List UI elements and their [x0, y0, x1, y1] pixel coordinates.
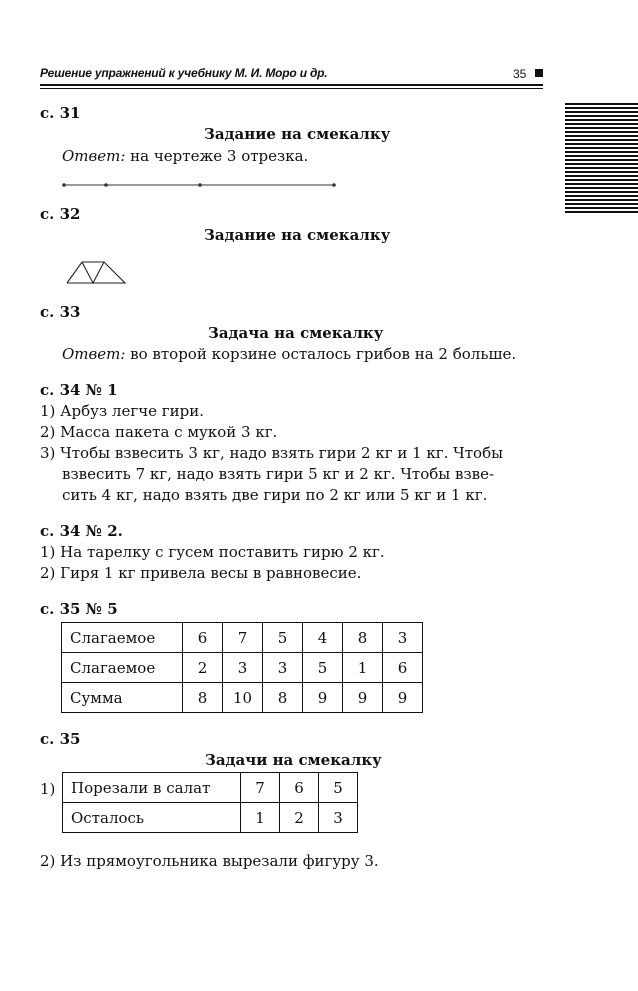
running-header-title: Решение упражнений к учебнику М. И. Моро и др. — [40, 66, 328, 80]
inner-triangle — [82, 262, 104, 283]
table-cell: 1 — [343, 653, 383, 683]
s34-1-line: 2) Масса пакета с мукой 3 кг. — [40, 423, 278, 441]
s34-2-line: 1) На тарелку с гусем поставить гирю 2 кг. — [40, 543, 385, 561]
s34-2-line: 2) Гиря 1 кг привела весы в равновесие. — [40, 564, 362, 582]
s35-item-1-number: 1) — [40, 780, 56, 798]
header-rule-thin — [40, 88, 543, 89]
table-cell: 3 — [383, 623, 423, 653]
s33-title: Задача на смекалку — [208, 324, 384, 342]
s34-1-line: 1) Арбуз легче гири. — [40, 402, 204, 420]
segment-point — [332, 183, 336, 187]
s31-answer-label: Ответ: — [62, 147, 126, 165]
addends-sum-table — [61, 622, 423, 713]
s31-page-heading: с. 31 — [40, 104, 81, 122]
table-cell: 3 — [319, 803, 358, 833]
table-row — [62, 653, 423, 683]
s33-answer-label: Ответ: — [62, 345, 126, 363]
page-number: 35 — [513, 67, 527, 81]
s34-2-heading: с. 34 № 2. — [40, 522, 123, 540]
table-cell: 6 — [383, 653, 423, 683]
table-cell: 3 — [263, 653, 303, 683]
table-cell: 5 — [319, 773, 358, 803]
segment-point — [62, 183, 66, 187]
table-cell: 9 — [383, 683, 423, 713]
table-cell: Слагаемое — [62, 653, 183, 683]
table-row — [62, 683, 423, 713]
s31-answer — [62, 146, 308, 167]
s31-segment-drawing — [60, 180, 340, 190]
salad-table — [62, 772, 358, 833]
s32-page-heading: с. 32 — [40, 205, 81, 223]
table-cell: 2 — [183, 653, 223, 683]
s32-triangles-drawing — [64, 258, 128, 286]
table-cell: 6 — [183, 623, 223, 653]
table-cell: Сумма — [62, 683, 183, 713]
s31-title: Задание на смекалку — [204, 125, 391, 143]
table-cell: 3 — [223, 653, 263, 683]
table-row — [62, 623, 423, 653]
s34-1-line: взвесить 7 кг, надо взять гири 5 кг и 2 кг. Чтобы взве- — [62, 465, 495, 483]
table-cell: 5 — [263, 623, 303, 653]
s33-answer-text: во второй корзине осталось грибов на 2 больше. — [125, 345, 517, 363]
s33-answer — [62, 344, 516, 365]
s31-answer-text: на чертеже 3 отрезка. — [125, 147, 309, 165]
table-cell: 4 — [303, 623, 343, 653]
s32-title: Задание на смекалку — [204, 226, 391, 244]
table-cell: 8 — [183, 683, 223, 713]
table-cell: 9 — [343, 683, 383, 713]
s35-item-2: 2) Из прямоугольника вырезали фигуру 3. — [40, 852, 379, 870]
table-cell: Слагаемое — [62, 623, 183, 653]
segment-point — [104, 183, 108, 187]
s33-page-heading: с. 33 — [40, 303, 81, 321]
edge-stripe-tab — [565, 103, 638, 214]
table-cell: 1 — [241, 803, 280, 833]
segment-point — [198, 183, 202, 187]
table-cell: 6 — [280, 773, 319, 803]
header-rule-thick — [40, 84, 543, 86]
table-cell: Порезали в салат — [63, 773, 241, 803]
table-row — [63, 773, 358, 803]
table-cell: 7 — [223, 623, 263, 653]
s34-1-heading: с. 34 № 1 — [40, 381, 118, 399]
table-row — [63, 803, 358, 833]
trapezoid-outline — [67, 262, 125, 283]
table-cell: Осталось — [63, 803, 241, 833]
s35-title: Задачи на смекалку — [205, 751, 382, 769]
s34-1-line: 3) Чтобы взвесить 3 кг, надо взять гири 2 кг и 1 кг. Чтобы — [40, 444, 504, 462]
table-cell: 9 — [303, 683, 343, 713]
s35-page-heading: с. 35 — [40, 730, 81, 748]
table-cell: 8 — [343, 623, 383, 653]
table-cell: 5 — [303, 653, 343, 683]
table-cell: 7 — [241, 773, 280, 803]
s34-1-line: сить 4 кг, надо взять две гири по 2 кг или 5 кг и 1 кг. — [62, 486, 488, 504]
s35-5-heading: с. 35 № 5 — [40, 600, 118, 618]
page-marker-square — [535, 69, 543, 77]
table-cell: 8 — [263, 683, 303, 713]
table-cell: 10 — [223, 683, 263, 713]
table-cell: 2 — [280, 803, 319, 833]
